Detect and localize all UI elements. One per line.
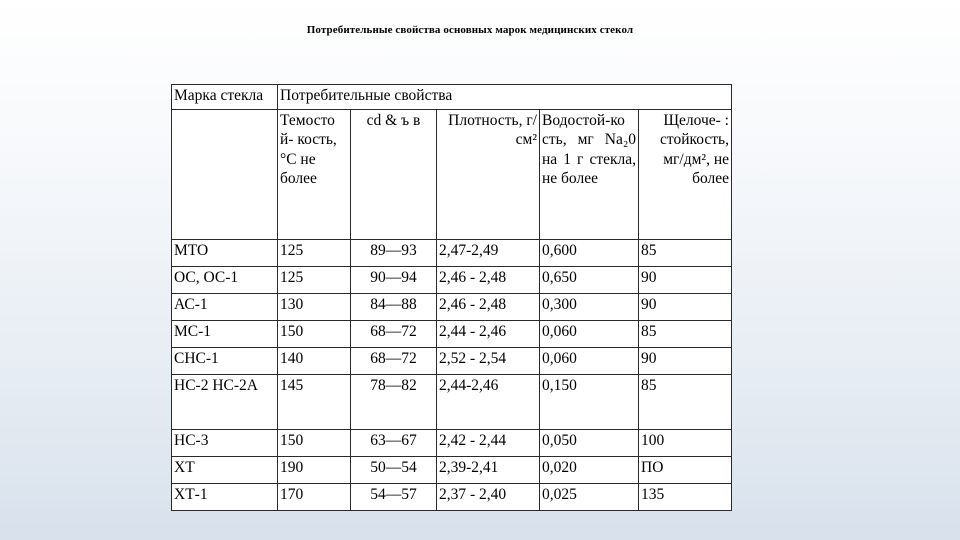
table-header-row xyxy=(172,85,732,110)
table-row xyxy=(172,294,732,321)
cell-temp: 190 xyxy=(278,457,351,484)
cell-temp: 150 xyxy=(278,321,351,348)
cell-water: 0,600 xyxy=(540,240,639,267)
cell-water: 0,025 xyxy=(540,484,639,511)
header-brand: Марка стекла xyxy=(172,85,278,110)
cell-alkali: 90 xyxy=(639,294,732,321)
cell-water: 0,060 xyxy=(540,321,639,348)
subheader-empty xyxy=(172,110,278,240)
subheader-cd: cd & ъ в xyxy=(351,110,437,240)
table-row xyxy=(172,267,732,294)
cell-alkali: 85 xyxy=(639,321,732,348)
slide-title: Потребительные свойства основных марок медицинских стекол xyxy=(306,24,634,36)
table-subheader-row xyxy=(172,110,732,240)
cell-water: 0,060 xyxy=(540,348,639,375)
cell-cd: 54—57 xyxy=(351,484,437,511)
cell-alkali: 85 xyxy=(639,375,732,430)
cell-water: 0,650 xyxy=(540,267,639,294)
cell-density: 2,46 - 2,48 xyxy=(437,267,540,294)
glass-properties-table xyxy=(171,84,732,511)
cell-cd: 68—72 xyxy=(351,321,437,348)
cell-density: 2,52 - 2,54 xyxy=(437,348,540,375)
cell-density: 2,46 - 2,48 xyxy=(437,294,540,321)
cell-alkali: 135 xyxy=(639,484,732,511)
cell-water: 0,150 xyxy=(540,375,639,430)
cell-alkali: ПО xyxy=(639,457,732,484)
cell-density: 2,44-2,46 xyxy=(437,375,540,430)
table-row xyxy=(172,321,732,348)
table-row xyxy=(172,240,732,267)
cell-brand: ХТ xyxy=(172,457,278,484)
cell-brand: МТО xyxy=(172,240,278,267)
cell-density: 2,42 - 2,44 xyxy=(437,430,540,457)
cell-water: 0,020 xyxy=(540,457,639,484)
cell-brand: НС-2 НС-2А xyxy=(172,375,278,430)
cell-water: 0,050 xyxy=(540,430,639,457)
cell-density: 2,39-2,41 xyxy=(437,457,540,484)
table-row xyxy=(172,430,732,457)
header-properties: Потребительные свойства xyxy=(278,85,732,110)
cell-brand: АС-1 xyxy=(172,294,278,321)
cell-alkali: 100 xyxy=(639,430,732,457)
subheader-density: Плотность, г/см² xyxy=(437,110,540,240)
cell-alkali: 90 xyxy=(639,267,732,294)
cell-alkali: 90 xyxy=(639,348,732,375)
table-row xyxy=(172,484,732,511)
cell-cd: 50—54 xyxy=(351,457,437,484)
cell-cd: 78—82 xyxy=(351,375,437,430)
cell-cd: 89—93 xyxy=(351,240,437,267)
cell-temp: 145 xyxy=(278,375,351,430)
table-row xyxy=(172,348,732,375)
table-row xyxy=(172,457,732,484)
table-row xyxy=(172,375,732,430)
cell-cd: 90—94 xyxy=(351,267,437,294)
cell-temp: 140 xyxy=(278,348,351,375)
cell-alkali: 85 xyxy=(639,240,732,267)
cell-density: 2,44 - 2,46 xyxy=(437,321,540,348)
cell-temp: 125 xyxy=(278,267,351,294)
cell-cd: 68—72 xyxy=(351,348,437,375)
subheader-water-resistance: Водостой-ко сть, мг Na₂0 на 1 г стекла, не более xyxy=(540,110,639,240)
cell-brand: ОС, ОС-1 xyxy=(172,267,278,294)
cell-cd: 84—88 xyxy=(351,294,437,321)
cell-density: 2,47-2,49 xyxy=(437,240,540,267)
subheader-alkali-resistance: Щелоче- : стойкость, мг/дм², не более xyxy=(639,110,732,240)
cell-water: 0,300 xyxy=(540,294,639,321)
cell-brand: НС-3 xyxy=(172,430,278,457)
subheader-heat-resistance: Темосто й- кость, °С не более xyxy=(278,110,351,240)
cell-brand: СНС-1 xyxy=(172,348,278,375)
cell-cd: 63—67 xyxy=(351,430,437,457)
cell-density: 2,37 - 2,40 xyxy=(437,484,540,511)
cell-temp: 170 xyxy=(278,484,351,511)
cell-temp: 150 xyxy=(278,430,351,457)
cell-brand: ХТ-1 xyxy=(172,484,278,511)
cell-temp: 130 xyxy=(278,294,351,321)
cell-brand: МС-1 xyxy=(172,321,278,348)
cell-temp: 125 xyxy=(278,240,351,267)
